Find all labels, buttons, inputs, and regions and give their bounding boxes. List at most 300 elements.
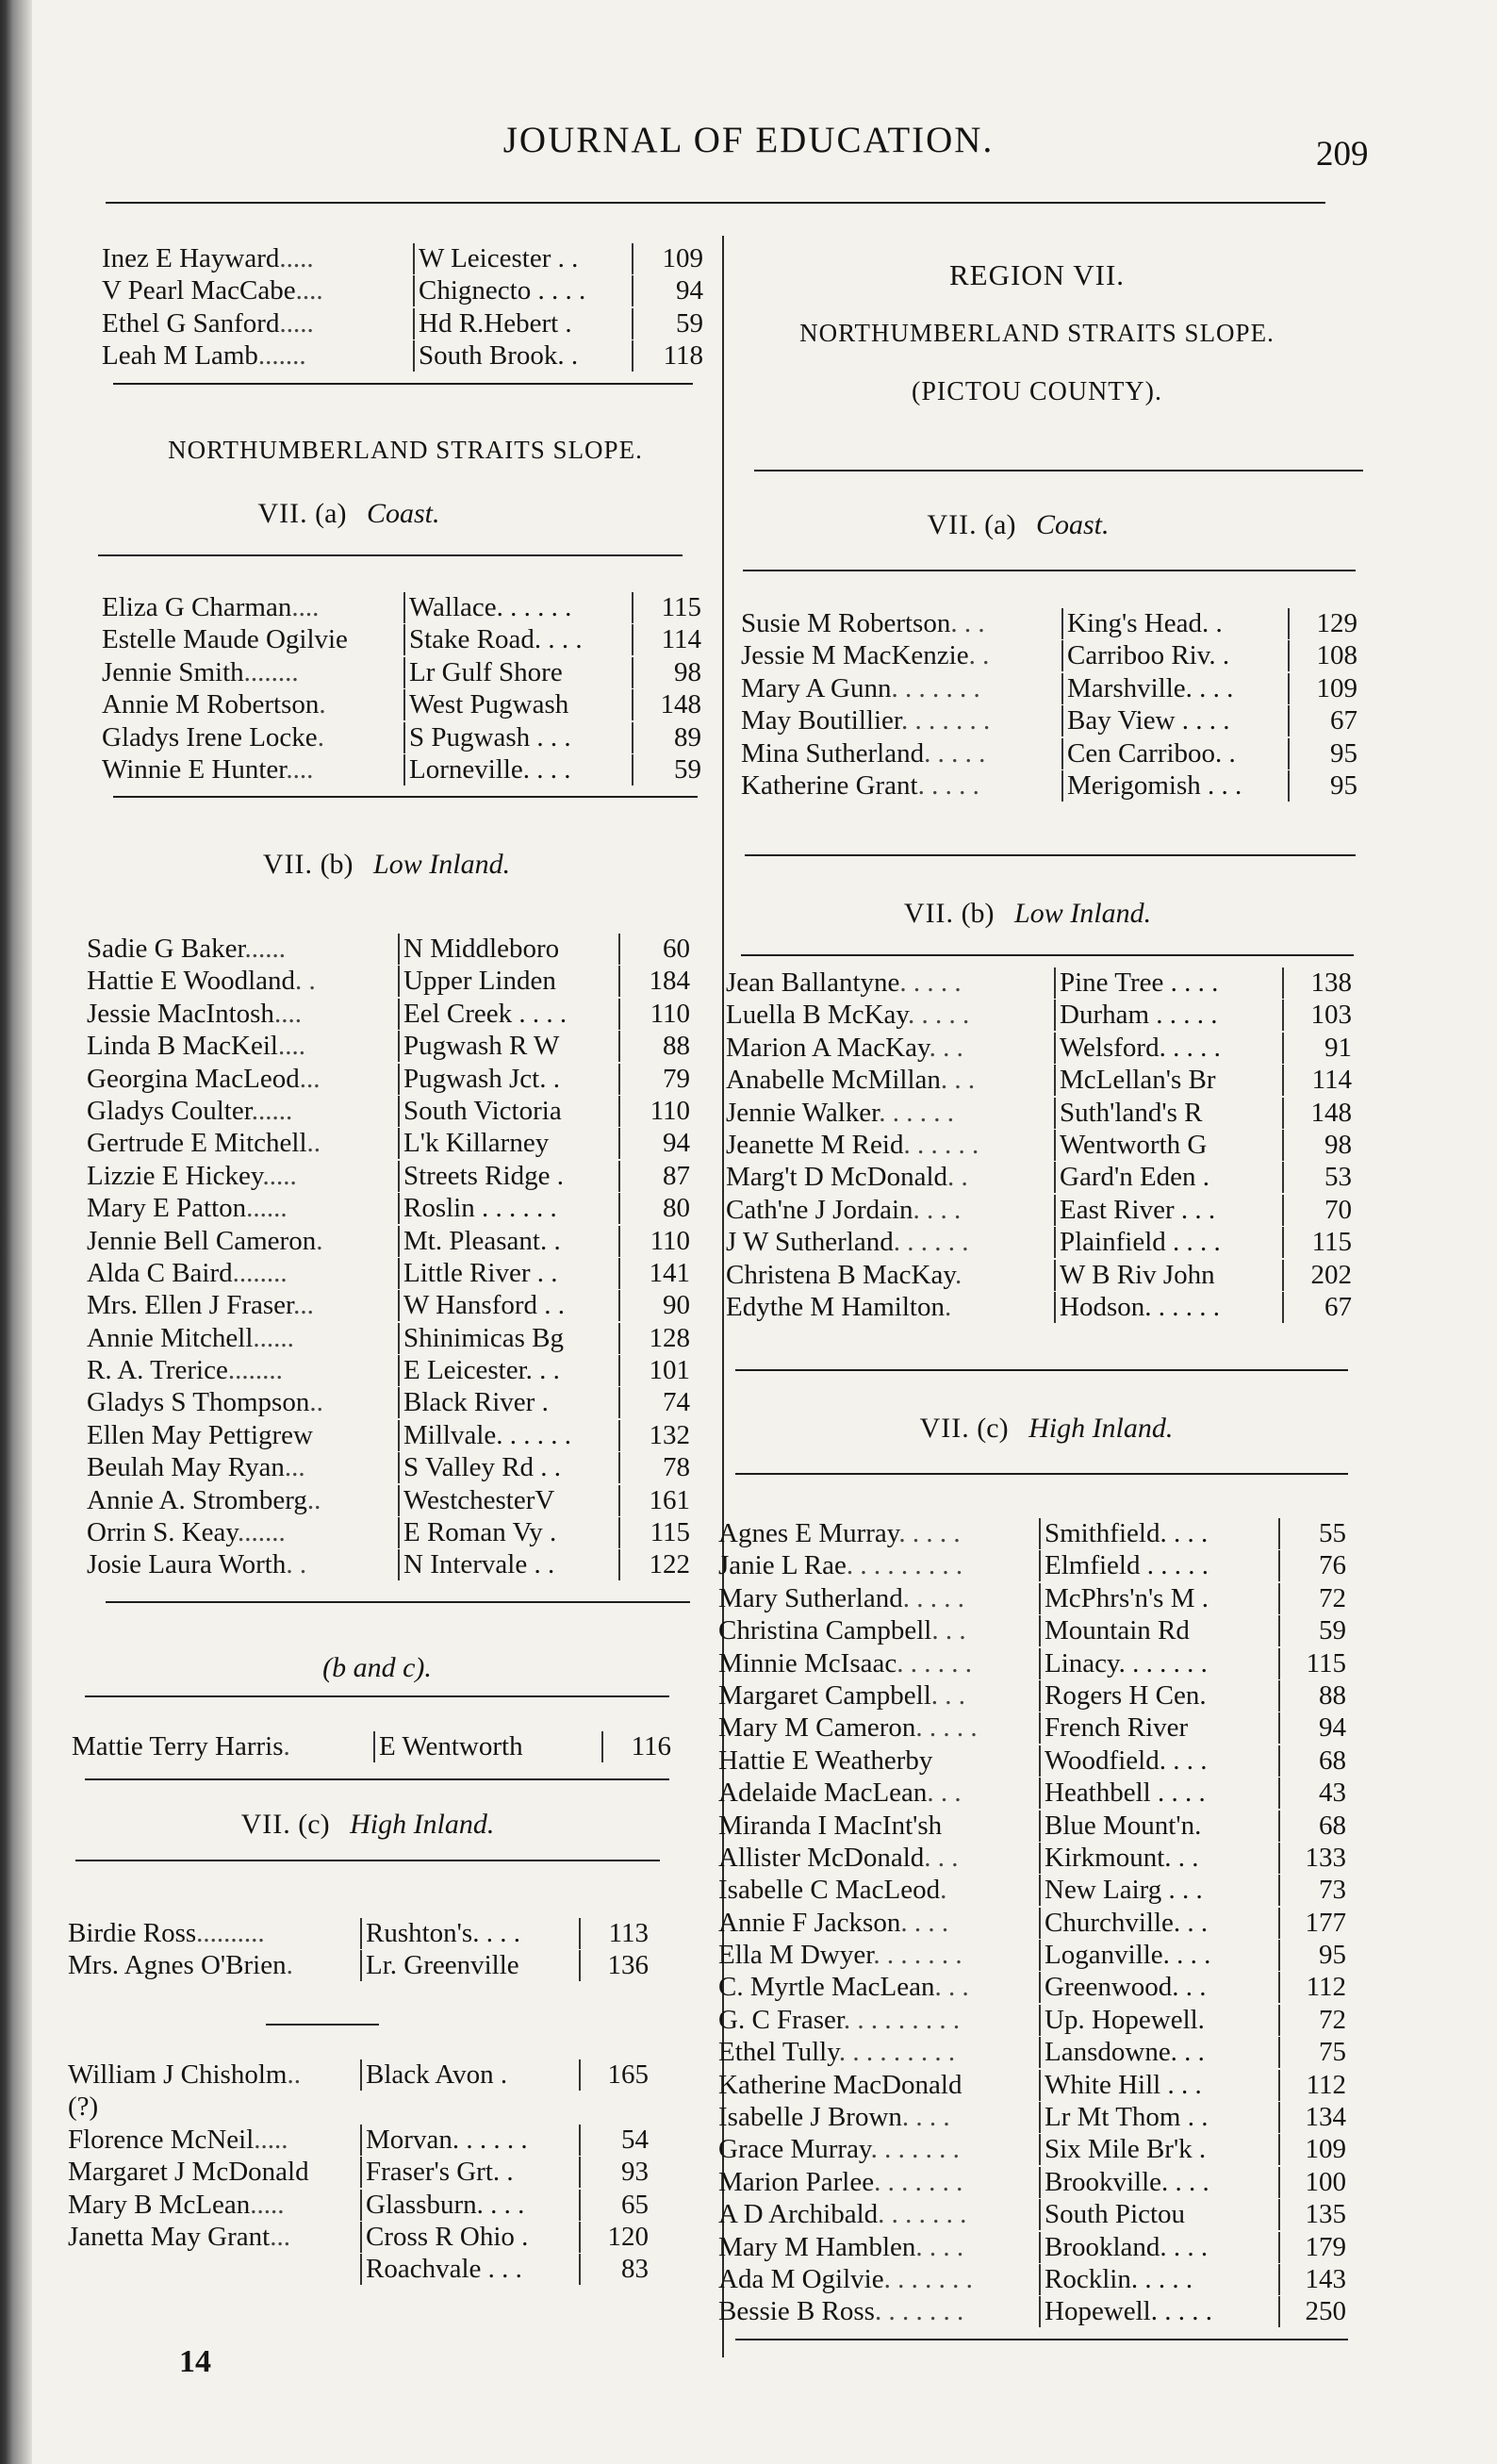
right-region-title: REGION VII. [948, 258, 1126, 291]
leader-dots: .... [291, 592, 320, 622]
header-rule [106, 202, 1325, 204]
grade-number: 74 [618, 1387, 690, 1418]
school-place: Mt. Pleasant. . [398, 1226, 618, 1257]
name-text: Susie M Robertson [741, 608, 951, 638]
name-text: Jessie MacIntosh [87, 998, 274, 1029]
table-row [726, 1227, 1352, 1259]
table-row [726, 1162, 1352, 1194]
school-place: Fraser's Grt. . [360, 2157, 579, 2188]
heading-letter: (c) [298, 1809, 330, 1840]
heading-letter: (a) [315, 498, 347, 529]
name-text: Ellen May Pettigrew [87, 1419, 314, 1450]
school-place: Suth'land's R [1054, 1098, 1282, 1129]
teacher-name [718, 2005, 1039, 2036]
leader-dots: . . . . . [917, 769, 979, 801]
table-row [68, 1918, 649, 1950]
grade-number: 98 [1282, 1130, 1352, 1161]
leader-dots: . . . . [913, 1194, 962, 1225]
section-rule [741, 954, 1354, 956]
grade-number: 114 [1282, 1065, 1352, 1096]
name-text: Ethel G Sanford [102, 307, 280, 339]
grade-number: 53 [1282, 1162, 1352, 1193]
table-row [726, 1033, 1352, 1065]
grade-number: 79 [618, 1064, 690, 1095]
table-row [718, 1940, 1346, 1972]
grade-number: 88 [1278, 1680, 1346, 1712]
right-high-list [718, 1518, 1346, 2329]
name-text: Linda B MacKeil [87, 1031, 278, 1062]
leader-dots: ...... [246, 1193, 288, 1224]
table-row [102, 243, 703, 275]
leader-dots: .. [309, 1387, 323, 1418]
leader-dots: ... [299, 1063, 321, 1094]
school-place: Lr Mt Thom . . [1039, 2102, 1278, 2133]
school-place: Up. Hopewell. [1039, 2005, 1278, 2036]
grade-number: 112 [1278, 2070, 1346, 2101]
grade-number: 134 [1278, 2102, 1346, 2133]
teacher-name [102, 689, 403, 720]
table-row [87, 1290, 690, 1322]
grade-number: 91 [1282, 1033, 1352, 1064]
grade-number: 113 [579, 1918, 649, 1949]
table-row [741, 770, 1357, 802]
grade-number: 108 [1288, 640, 1357, 671]
left-high-list [68, 1918, 649, 1983]
left-coast-list [102, 592, 701, 786]
teacher-name [87, 1549, 398, 1580]
leader-dots: ....... [257, 340, 306, 372]
school-place: Gard'n Eden . [1054, 1162, 1282, 1193]
table-row [718, 1745, 1346, 1778]
school-place: Lr. Greenville [360, 1950, 579, 1981]
leader-dots: . . . . . . [897, 1647, 972, 1678]
page-number: 209 [1316, 135, 1369, 174]
table-row [68, 2254, 649, 2286]
teacher-name [726, 1162, 1054, 1193]
table-row [102, 624, 701, 656]
table-row [741, 738, 1357, 770]
school-place: Chignecto . . . . [413, 275, 632, 306]
table-row [718, 1811, 1346, 1843]
name-text: Annie F Jackson [718, 1907, 901, 1938]
name-text: A D Archibald [718, 2199, 879, 2230]
teacher-name [102, 722, 403, 753]
left-bc-heading: (b and c). [322, 1652, 432, 1683]
table-row [718, 2102, 1346, 2134]
name-text: Mary B McLean [68, 2189, 251, 2220]
section-rule [98, 554, 683, 556]
teacher-name [102, 624, 403, 655]
heading-number: VII. [257, 498, 308, 529]
grade-number: 68 [1278, 1745, 1346, 1777]
teacher-name [68, 1918, 360, 1949]
table-row [718, 1843, 1346, 1875]
leader-dots: . . . . . . . . . [846, 1550, 963, 1581]
leader-dots: . . . . . [898, 1518, 961, 1548]
section-rule [735, 2339, 1348, 2340]
teacher-name [718, 2070, 1039, 2101]
leader-dots: . . . . [915, 2231, 964, 2262]
table-row [87, 1323, 690, 1355]
leader-dots: . . [968, 640, 990, 671]
grade-number: 95 [1288, 738, 1357, 769]
section-rule [75, 1860, 660, 1861]
leader-dots: . . . . . [899, 967, 962, 998]
grade-number: 59 [632, 754, 701, 786]
heading-letter: (b) [961, 898, 995, 929]
table-row [726, 1130, 1352, 1162]
school-place: E Roman Vy . [398, 1517, 618, 1548]
table-row [68, 2092, 649, 2124]
name-text: Marion A MacKay [726, 1032, 929, 1063]
leader-dots: . [940, 1875, 947, 1906]
table-row [87, 1161, 690, 1193]
name-text: Mrs. Agnes O'Brien [68, 1950, 287, 1981]
name-text: Ella M Dwyer [718, 1940, 874, 1971]
grade-number: 83 [579, 2254, 649, 2285]
table-row [87, 1387, 690, 1419]
leader-dots: .......... [196, 1918, 265, 1948]
table-row [68, 2190, 649, 2222]
table-row [741, 673, 1357, 705]
grade-number: 88 [618, 1031, 690, 1062]
teacher-name [87, 1193, 398, 1224]
grade-number: 94 [618, 1128, 690, 1159]
table-row [68, 2125, 649, 2157]
leader-dots: . [316, 1225, 323, 1256]
left-low-list [87, 934, 690, 1582]
leader-dots: . . . [924, 1842, 959, 1873]
teacher-name [718, 2037, 1039, 2068]
grade-number: 94 [1278, 1712, 1346, 1744]
grade-number: 136 [579, 1950, 649, 1981]
name-text: Adelaide MacLean [718, 1778, 928, 1809]
grade-number: 95 [1278, 1940, 1346, 1971]
grade-number: 132 [618, 1420, 690, 1451]
table-row [68, 2059, 649, 2092]
name-text: Gladys Coulter [87, 1095, 252, 1126]
teacher-name [87, 934, 398, 965]
left-low-heading [151, 849, 622, 881]
teacher-name [718, 2232, 1039, 2263]
school-place: Pugwash Jct. . [398, 1064, 618, 1095]
school-place: White Hill . . . [1039, 2070, 1278, 2101]
school-place: Merigomish . . . [1061, 770, 1288, 802]
teacher-name [726, 967, 1054, 999]
table-row [718, 2070, 1346, 2102]
name-text: Hattie E Woodland [87, 966, 296, 997]
grade-number: 73 [1278, 1875, 1346, 1906]
school-place: Welsford. . . . . [1054, 1033, 1282, 1064]
name-text: Alda C Baird [87, 1257, 233, 1288]
leader-dots: . . . . . . [879, 1097, 954, 1128]
table-row [718, 1615, 1346, 1647]
table-row [87, 1355, 690, 1387]
table-row [726, 1292, 1352, 1324]
grade-number: 129 [1288, 608, 1357, 639]
name-text: Janetta May Grant [68, 2221, 271, 2252]
name-text: Katherine MacDonald [718, 2069, 962, 2100]
leader-dots: . . . . . [915, 1712, 978, 1744]
grade-number: 109 [1288, 673, 1357, 704]
school-place: Brookland. . . . [1039, 2232, 1278, 2263]
name-text: Inez E Hayward [102, 243, 280, 273]
table-row [72, 1731, 671, 1763]
school-place: Bay View . . . . [1061, 705, 1288, 736]
leader-dots: . [283, 1731, 290, 1761]
table-row [726, 1000, 1352, 1032]
name-text: Sadie G Baker [87, 934, 245, 964]
section-rule [266, 2024, 379, 2026]
school-place: South Pictou [1039, 2199, 1278, 2230]
school-place: Pine Tree . . . . [1054, 967, 1282, 999]
right-coast-list [741, 608, 1357, 802]
teacher-name [87, 1290, 398, 1321]
table-row [718, 2134, 1346, 2166]
school-place: Blue Mount'n. [1039, 1811, 1278, 1842]
teacher-name [718, 1583, 1039, 1614]
grade-number: 135 [1278, 2199, 1346, 2230]
table-row [726, 1195, 1352, 1227]
grade-number: 75 [1278, 2037, 1346, 2068]
leader-dots: . . . . . . . [874, 2296, 964, 2327]
school-place: New Lairg . . . [1039, 1875, 1278, 1906]
school-place: Lorneville. . . . [403, 754, 632, 786]
left-bc-list [72, 1731, 671, 1763]
teacher-name [718, 1778, 1039, 1809]
school-place: Elmfield . . . . . [1039, 1550, 1278, 1581]
heading-letter: (b) [320, 849, 354, 880]
school-place: Upper Linden [398, 966, 618, 997]
name-text: Ada M Ogilvie [718, 2263, 884, 2294]
leader-dots: . . . . . [902, 1582, 964, 1613]
leader-dots: .. [306, 1484, 321, 1515]
table-row [102, 340, 703, 372]
teacher-name [718, 1712, 1039, 1744]
table-row [726, 967, 1352, 1000]
leader-dots: . [317, 721, 324, 752]
leader-dots: . . . [950, 608, 985, 638]
teacher-name [726, 1260, 1054, 1291]
leader-dots: . . . . . . . [870, 2134, 960, 2165]
table-row [718, 1778, 1346, 1810]
name-text: J W Sutherland [726, 1227, 894, 1258]
teacher-name [68, 2222, 360, 2253]
teacher-name [718, 1972, 1039, 2003]
teacher-name [726, 1292, 1054, 1323]
school-place: Millvale. . . . . . [398, 1420, 618, 1451]
name-text: Minnie McIsaac [718, 1647, 897, 1678]
grade-number: 109 [632, 243, 703, 274]
name-text: Eliza G Charman [102, 592, 292, 622]
teacher-name [87, 1323, 398, 1354]
school-place: E Leicester. . . [398, 1355, 618, 1386]
name-text: Mary E Patton [87, 1193, 247, 1224]
name-text: Beulah May Ryan [87, 1452, 285, 1483]
school-place: Durham . . . . . [1054, 1000, 1282, 1031]
name-text: Josie Laura Worth [87, 1549, 287, 1580]
school-place: Cen Carriboo. . [1061, 738, 1288, 769]
leader-dots: ... [284, 1452, 305, 1483]
grade-number: 110 [618, 999, 690, 1030]
teacher-name [726, 1227, 1054, 1258]
leader-dots: . . [295, 966, 316, 997]
teacher-name [726, 1098, 1054, 1129]
teacher-name [102, 657, 403, 688]
name-text: Jean Ballantyne [726, 967, 900, 998]
name-text: C. Myrtle MacLean [718, 1972, 935, 2003]
page-header-title: JOURNAL OF EDUCATION. [502, 120, 995, 160]
school-place: Morvan. . . . . . [360, 2125, 579, 2156]
table-row [726, 1260, 1352, 1292]
school-place: Linacy. . . . . . . [1039, 1648, 1278, 1679]
table-row [68, 2157, 649, 2189]
leader-dots: ... [293, 1290, 314, 1321]
grade-number: 76 [1278, 1550, 1346, 1581]
school-place: Eel Creek . . . . [398, 999, 618, 1030]
teacher-name [718, 2102, 1039, 2133]
school-place: E Wentworth [373, 1731, 601, 1762]
school-place: Loganville. . . . [1039, 1940, 1278, 1971]
teacher-name [87, 1064, 398, 1095]
teacher-name [87, 1031, 398, 1062]
left-region-title: NORTHUMBERLAND STRAITS SLOPE. [168, 436, 643, 464]
school-place: French River [1039, 1712, 1278, 1744]
grade-number: 114 [632, 624, 701, 655]
table-row [87, 1549, 690, 1581]
teacher-name [718, 1843, 1039, 1874]
right-coast-heading [830, 509, 1207, 541]
teacher-name [87, 1420, 398, 1451]
leader-dots: . . . . . . . [878, 2199, 967, 2230]
teacher-name [718, 1811, 1039, 1842]
table-row [741, 705, 1357, 737]
teacher-name [72, 1731, 373, 1762]
leader-dots: ..... [279, 307, 314, 339]
leader-dots: . . . . . . . [891, 672, 980, 703]
name-text: Ethel Tully [718, 2037, 839, 2068]
leader-dots: . . . [931, 1615, 966, 1646]
school-place: Kirkmount. . . [1039, 1843, 1278, 1874]
leader-dots: .. [287, 2059, 301, 2090]
table-row [718, 1583, 1346, 1615]
table-row [68, 2222, 649, 2254]
table-row [87, 999, 690, 1031]
table-row [87, 1031, 690, 1063]
name-text: G. C Fraser [718, 2004, 844, 2035]
name-text: Estelle Maude Ogilvie [102, 624, 348, 655]
school-place: Brookville. . . . [1039, 2167, 1278, 2198]
name-text: (?) [68, 2092, 99, 2123]
heading-letter: (c) [977, 1413, 1009, 1444]
grade-number: 110 [618, 1096, 690, 1127]
table-row [102, 722, 701, 754]
name-text: Jennie Smith [102, 656, 244, 687]
name-text: Jeanette M Reid [726, 1129, 904, 1160]
right-low-list [726, 967, 1352, 1324]
table-row [87, 1485, 690, 1517]
grade-number: 72 [1278, 2005, 1346, 2036]
school-place: Stake Road. . . . [403, 624, 632, 655]
name-text: Marion Parlee [718, 2166, 875, 2197]
name-text: Annie Mitchell [87, 1322, 254, 1353]
section-rule [113, 383, 693, 385]
leader-dots: . . . . . [908, 1000, 970, 1031]
grade-number: 95 [1288, 770, 1357, 802]
name-text: Leah M Lamb [102, 340, 258, 372]
table-row [87, 966, 690, 998]
school-place: Shinimicas Bg [398, 1323, 618, 1354]
teacher-name [718, 2199, 1039, 2230]
grade-number: 67 [1288, 705, 1357, 736]
table-row [87, 1452, 690, 1484]
name-text: Marg't D McDonald [726, 1162, 948, 1193]
leader-dots: . [954, 1259, 962, 1290]
school-place: Mountain Rd [1039, 1615, 1278, 1646]
teacher-name [718, 1550, 1039, 1581]
grade-number: 43 [1278, 1778, 1346, 1809]
table-row [87, 1193, 690, 1225]
teacher-name [718, 1940, 1039, 1971]
school-place: Little River . . [398, 1258, 618, 1289]
teacher-name [741, 738, 1061, 769]
heading-label: Low Inland. [1014, 898, 1152, 929]
name-text: V Pearl MacCabe [102, 275, 296, 306]
school-place: Marshville. . . . [1061, 673, 1288, 704]
leader-dots: . . . . . . . [874, 2166, 963, 2197]
signature-mark: 14 [179, 2344, 211, 2379]
name-text: Luella B McKay [726, 1000, 909, 1031]
teacher-name [102, 754, 403, 786]
teacher-name [68, 2125, 360, 2156]
name-text: May Boutillier [741, 705, 901, 736]
leader-dots: ........ [227, 1355, 283, 1386]
teacher-name [718, 1875, 1039, 1906]
name-text: Edythe M Hamilton [726, 1291, 945, 1322]
teacher-name [741, 705, 1061, 736]
leader-dots: .. [306, 1128, 321, 1159]
teacher-name [87, 1355, 398, 1386]
leader-dots: . . . [940, 1065, 976, 1096]
teacher-name [102, 592, 403, 623]
teacher-name [68, 2092, 360, 2123]
grade-number: 68 [1278, 1811, 1346, 1842]
leader-dots: ...... [244, 934, 287, 964]
left-high-heading [170, 1809, 566, 1841]
name-text: Annie A. Stromberg [87, 1484, 307, 1515]
school-place: Carriboo Riv. . [1061, 640, 1288, 671]
table-row [741, 608, 1357, 640]
right-region-subtitle: NORTHUMBERLAND STRAITS SLOPE. [799, 319, 1275, 347]
table-row [718, 2037, 1346, 2069]
name-text: Isabelle C MacLeod [718, 1875, 941, 1906]
leader-dots: ...... [253, 1322, 294, 1353]
grade-number: 110 [618, 1226, 690, 1257]
table-row [718, 1680, 1346, 1712]
name-text: Christina Campbell [718, 1615, 932, 1646]
school-place: N Intervale . . [398, 1549, 618, 1580]
name-text: Lizzie E Hickey [87, 1160, 263, 1191]
table-row [87, 1258, 690, 1290]
school-place: Plainfield . . . . [1054, 1227, 1282, 1258]
grade-number: 93 [579, 2157, 649, 2188]
teacher-name [718, 1745, 1039, 1777]
leader-dots: ..... [250, 2189, 285, 2220]
section-rule [735, 1473, 1348, 1475]
school-place: Rushton's. . . . [360, 1918, 579, 1949]
teacher-name [718, 1615, 1039, 1646]
section-rule [113, 796, 698, 798]
